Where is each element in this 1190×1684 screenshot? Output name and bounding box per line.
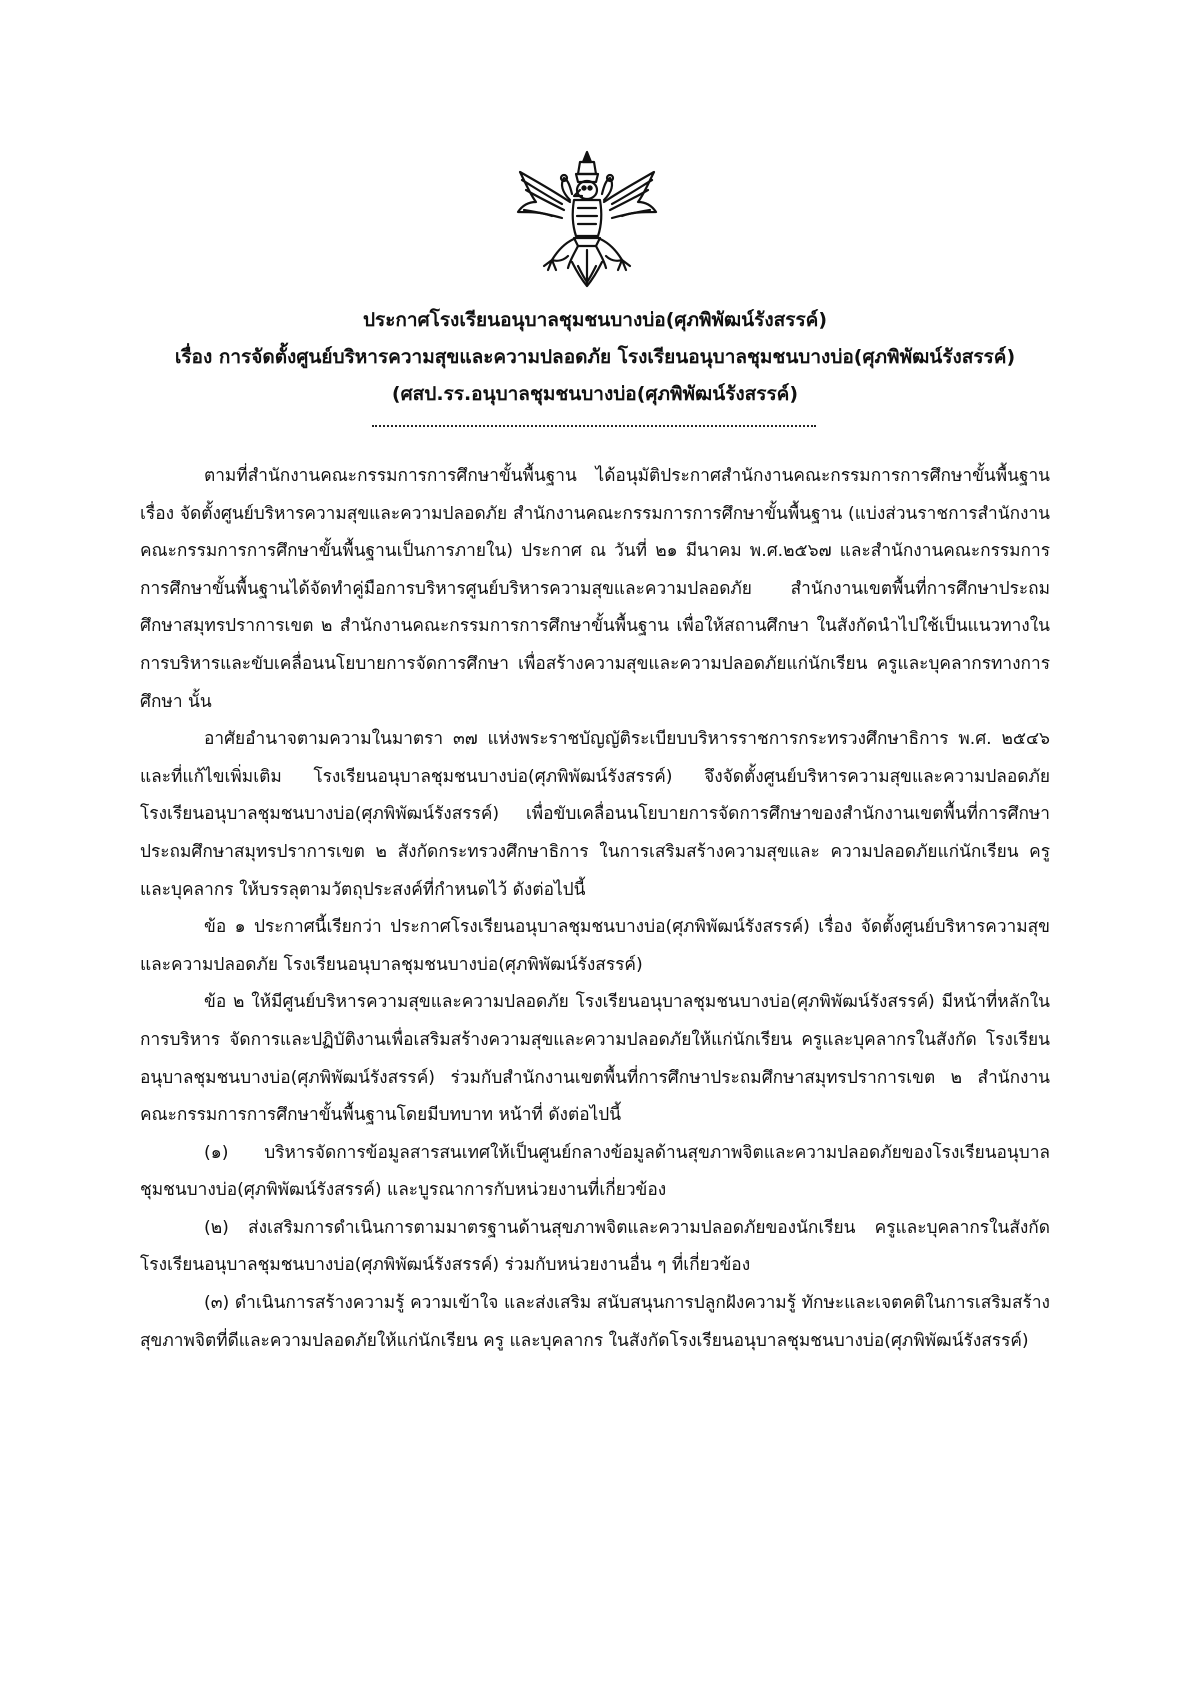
paragraph-duty-3: (๓) ดำเนินการสร้างความรู้ ความเข้าใจ และส่งเสริม สนับสนุนการปลูกฝังความรู้ ทักษะและเจตคติในการเสริมสร้างสุขภาพจิตที่ดีและความปลอดภัยให้แก่นักเรียน ครู และบุคลากร ในสังกัดโรงเรียนอนุบาลชุมชนบางบ่อ(ศุภพิพัฒน์รังสรรค์) — [140, 1293, 1050, 1351]
paragraph-clause-1: ข้อ ๑ ประกาศนี้เรียกว่า ประกาศโรงเรียนอนุบาลชุมชนบางบ่อ(ศุภพิพัฒน์รังสรรค์) เรื่อง จัดตั้งศูนย์บริหารความสุขและความปลอดภัย โรงเรียนอนุบาลชุมชนบางบ่อ(ศุภพิพัฒน์รังสรรค์) — [140, 917, 1050, 975]
garuda-emblem-icon — [512, 150, 662, 290]
paragraph-background: ตามที่สำนักงานคณะกรรมการการศึกษาขั้นพื้นฐาน ได้อนุมัติประกาศสำนักงานคณะกรรมการการศึกษาขั้นพื้นฐาน เรื่อง จัดตั้งศูนย์บริหารความสุขและความปลอดภัย สำนักงานคณะกรรมการการศึกษาขั้นพื้นฐาน (แบ่งส่วนราชการสำนักงานคณะกรรมการการศึกษาขั้นพื้นฐานเป็นการภายใน) ประกาศ ณ วันที่ ๒๑ มีนาคม พ.ศ.๒๕๖๗ และสำนักงานคณะกรรมการการศึกษาขั้นพื้นฐานได้จัดทำคู่มือการบริหารศูนย์บริหารความสุขและความปลอดภัย สำนักงานเขตพื้นที่การศึกษาประถมศึกษาสมุทรปราการเขต ๒ สำนักงานคณะกรรมการการศึกษาขั้นพื้นฐาน เพื่อให้สถานศึกษา ในสังกัดนำไปใช้เป็นแนวทางในการบริหารและขับเคลื่อนนโยบายการจัดการศึกษา เพื่อสร้างความสุขและความปลอดภัยแก่นักเรียน ครูและบุคลากรทางการศึกษา นั้น — [140, 466, 1050, 712]
announcement-title: ประกาศโรงเรียนอนุบาลชุมชนบางบ่อ(ศุภพิพัฒน์รังสรรค์) — [362, 309, 828, 331]
paragraph-duty-2: (๒) ส่งเสริมการดำเนินการตามมาตรฐานด้านสุขภาพจิตและความปลอดภัยของนักเรียน ครูและบุคลากรในสังกัดโรงเรียนอนุบาลชุมชนบางบ่อ(ศุภพิพัฒน์รังสรรค์) ร่วมกับหน่วยงานอื่น ๆ ที่เกี่ยวข้อง — [140, 1217, 1050, 1276]
paragraph-authority: อาศัยอำนาจตามความในมาตรา ๓๗ แห่งพระราชบัญญัติระเบียบบริหารราชการกระทรวงศึกษาธิการ พ.ศ. ๒๕๔๖ และที่แก้ไขเพิ่มเติม โรงเรียนอนุบาลชุมชนบางบ่อ(ศุภพิพัฒน์รังสรรค์) จึงจัดตั้งศูนย์บริหารความสุขและความปลอดภัย โรงเรียนอนุบาลชุมชนบางบ่อ(ศุภพิพัฒน์รังสรรค์) เพื่อขับเคลื่อนนโยบายการจัดการศึกษาของสำนักงานเขตพื้นที่การศึกษาประถมศึกษาสมุทรปราการเขต ๒ สังกัดกระทรวงศึกษาธิการ ในการเสริมสร้างความสุขและ ความปลอดภัยแก่นักเรียน ครูและบุคลากร ให้บรรลุตามวัตถุประสงค์ที่กำหนดไว้ ดังต่อไปนี้ — [140, 729, 1050, 900]
announcement-body — [140, 458, 1050, 1360]
announcement-abbreviation: (ศสป.รร.อนุบาลชุมชนบางบ่อ(ศุภพิพัฒน์รังสรรค์) — [391, 383, 799, 405]
announcement-subject: เรื่อง การจัดตั้งศูนย์บริหารความสุขและความปลอดภัย โรงเรียนอนุบาลชุมชนบางบ่อ(ศุภพิพัฒน์รังสรรค์) — [174, 346, 1016, 368]
dotted-divider — [372, 425, 816, 427]
paragraph-duty-1: (๑) บริหารจัดการข้อมูลสารสนเทศให้เป็นศูนย์กลางข้อมูลด้านสุขภาพจิตและความปลอดภัยของโรงเรียนอนุบาลชุมชนบางบ่อ(ศุภพิพัฒน์รังสรรค์) และบูรณาการกับหน่วยงานที่เกี่ยวข้อง — [140, 1142, 1050, 1201]
announcement-header — [120, 302, 1070, 413]
paragraph-clause-2: ข้อ ๒ ให้มีศูนย์บริหารความสุขและความปลอดภัย โรงเรียนอนุบาลชุมชนบางบ่อ(ศุภพิพัฒน์รังสรรค์) มีหน้าที่หลักในการบริหาร จัดการและปฏิบัติงานเพื่อเสริมสร้างความสุขและความปลอดภัยให้แก่นักเรียน ครูและบุคลากรในสังกัด โรงเรียนอนุบาลชุมชนบางบ่อ(ศุภพิพัฒน์รังสรรค์) ร่วมกับสำนักงานเขตพื้นที่การศึกษาประถมศึกษาสมุทรปราการเขต ๒ สำนักงานคณะกรรมการการศึกษาขั้นพื้นฐานโดยมีบทบาท หน้าที่ ดังต่อไปนี้ — [140, 992, 1050, 1126]
